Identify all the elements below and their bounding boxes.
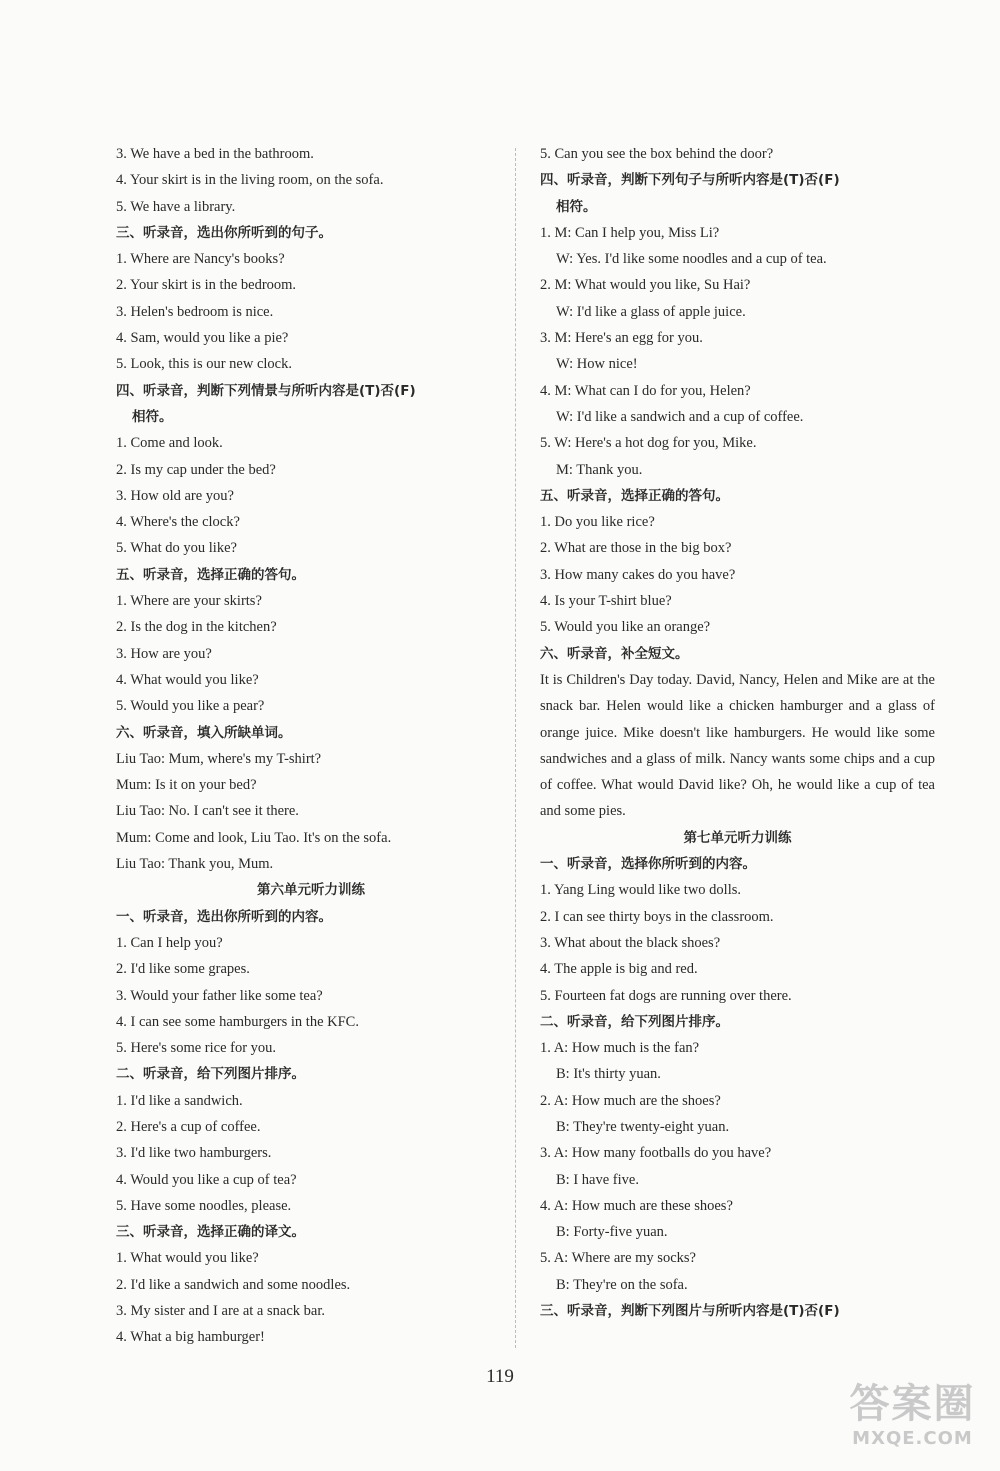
text-line: 4. What a big hamburger! [116, 1329, 265, 1346]
left-column [116, 141, 506, 1351]
exercise-heading: 六、听录音，填入所缺单词。 [116, 724, 292, 741]
text-line: 1. What would you like? [116, 1250, 259, 1267]
text-line: 3. What about the black shoes? [540, 934, 721, 951]
text-line: Liu Tao: Mum, where's my T-shirt? [116, 750, 322, 767]
text-line: 4. A: How much are these shoes? [540, 1197, 733, 1214]
text-line-indented: B: It's thirty yuan. [556, 1066, 661, 1083]
text-line: 2. I can see thirty boys in the classroom. [540, 908, 774, 925]
text-line: 1. Come and look. [116, 435, 223, 452]
text-line: 4. Where's the clock? [116, 514, 240, 531]
text-line-indented: B: They're on the sofa. [556, 1276, 688, 1293]
text-line-indented: M: Thank you. [556, 461, 643, 478]
exercise-heading: 一、听录音，选出你所听到的内容。 [116, 908, 332, 925]
text-line: 3. How many cakes do you have? [540, 566, 736, 583]
text-line: 2. I'd like some grapes. [116, 961, 250, 978]
text-line: 2. A: How much are the shoes? [540, 1092, 721, 1109]
unit-title: 第七单元听力训练 [683, 829, 792, 846]
text-line: 1. M: Can I help you, Miss Li? [540, 224, 720, 241]
text-line: 4. Would you like a cup of tea? [116, 1171, 297, 1188]
text-line: 2. I'd like a sandwich and some noodles. [116, 1276, 351, 1293]
exercise-heading-continued: 相符。 [132, 408, 173, 425]
text-line: 2. Here's a cup of coffee. [116, 1118, 261, 1135]
text-line: 2. Your skirt is in the bedroom. [116, 277, 297, 294]
exercise-heading: 五、听录音，选择正确的答句。 [116, 566, 305, 583]
text-line: 4. Sam, would you like a pie? [116, 330, 289, 347]
text-line: 5. A: Where are my socks? [540, 1250, 696, 1267]
passage-paragraph: It is Children's Day today. David, Nancy, Helen and Mike are at the snack bar. Helen would like a chicken hamburger and a glass of orange juice. Mike doesn't like hamburgers. He would like some sandwiches and a glass of milk. Nancy wants some chips and a cup of coffee. What would David like? Oh, he would like a cup of tea and some pies. [540, 671, 935, 820]
text-line: 1. Yang Ling would like two dolls. [540, 882, 741, 899]
text-line-indented: W: I'd like a sandwich and a cup of coffee. [556, 408, 804, 425]
text-line: 5. Can you see the box behind the door? [540, 146, 774, 162]
text-line: 1. Can I help you? [116, 934, 223, 951]
exercise-heading: 五、听录音，选择正确的答句。 [540, 487, 729, 504]
exercise-heading: 二、听录音，给下列图片排序。 [116, 1066, 305, 1083]
exercise-heading: 二、听录音，给下列图片排序。 [540, 1013, 729, 1030]
text-line: 5. Would you like an orange? [540, 619, 711, 636]
right-column [540, 141, 935, 1324]
text-line: 3. A: How many footballs do you have? [540, 1145, 772, 1162]
text-line: 1. Do you like rice? [540, 514, 655, 531]
exercise-heading: 六、听录音，补全短文。 [540, 645, 689, 662]
text-line: 3. We have a bed in the bathroom. [116, 146, 314, 162]
text-line: 2. M: What would you like, Su Hai? [540, 277, 751, 294]
exercise-heading: 三、听录音，选出你所听到的句子。 [116, 224, 332, 241]
text-line: 4. M: What can I do for you, Helen? [540, 382, 751, 399]
text-line: Liu Tao: No. I can't see it there. [116, 803, 299, 820]
exercise-heading: 一、听录音，选择你所听到的内容。 [540, 856, 756, 873]
text-line: 1. Where are your skirts? [116, 593, 262, 610]
text-line-indented: B: They're twenty-eight yuan. [556, 1118, 730, 1135]
text-line: 5. What do you like? [116, 540, 237, 557]
text-line: 1. I'd like a sandwich. [116, 1092, 243, 1109]
text-line: 2. What are those in the big box? [540, 540, 732, 557]
text-line: 4. Is your T-shirt blue? [540, 593, 672, 610]
page-number: 119 [486, 1366, 514, 1387]
text-line-indented: W: How nice! [556, 356, 638, 373]
text-line: 3. Helen's bedroom is nice. [116, 303, 274, 320]
unit-title: 第六单元听力训练 [257, 882, 365, 899]
text-line: 4. The apple is big and red. [540, 961, 698, 978]
text-line: 3. My sister and I are at a snack bar. [116, 1303, 325, 1320]
exercise-heading: 四、听录音，判断下列情景与所听内容是(T)否(F) [116, 382, 416, 399]
text-line: 5. Have some noodles, please. [116, 1197, 292, 1214]
watermark-logo: 答案圈 [849, 1381, 976, 1427]
text-line: 3. How are you? [116, 645, 212, 662]
text-line-indented: W: I'd like a glass of apple juice. [556, 303, 746, 320]
text-line: 3. Would your father like some tea? [116, 987, 323, 1004]
text-line: 5. Would you like a pear? [116, 698, 265, 715]
text-line: 1. A: How much is the fan? [540, 1040, 700, 1057]
text-line: 3. How old are you? [116, 487, 234, 504]
text-line: Liu Tao: Thank you, Mum. [116, 856, 274, 873]
text-line-indented: B: Forty-five yuan. [556, 1224, 668, 1241]
text-line: 5. Look, this is our new clock. [116, 356, 292, 373]
text-line: 5. Here's some rice for you. [116, 1040, 277, 1057]
text-line: Mum: Come and look, Liu Tao. It's on the sofa. [116, 829, 392, 846]
text-line: 5. Fourteen fat dogs are running over there. [540, 987, 792, 1004]
watermark [835, 1381, 990, 1461]
exercise-heading: 三、听录音，判断下列图片与所听内容是(T)否(F) [540, 1303, 840, 1320]
exercise-heading: 四、听录音，判断下列句子与所听内容是(T)否(F) [540, 172, 840, 189]
text-line: 5. W: Here's a hot dog for you, Mike. [540, 435, 757, 452]
text-line: Mum: Is it on your bed? [116, 777, 257, 794]
watermark-site: MXQE.COM [852, 1428, 973, 1449]
column-divider [515, 148, 516, 1348]
exercise-heading: 三、听录音，选择正确的译文。 [116, 1224, 305, 1241]
text-line-indented: W: Yes. I'd like some noodles and a cup of tea. [556, 251, 827, 268]
exercise-heading-continued: 相符。 [556, 198, 597, 215]
text-line: 3. I'd like two hamburgers. [116, 1145, 272, 1162]
text-line: 3. M: Here's an egg for you. [540, 330, 703, 347]
text-line: 2. Is my cap under the bed? [116, 461, 276, 478]
text-line: 2. Is the dog in the kitchen? [116, 619, 277, 636]
text-line: 4. Your skirt is in the living room, on the sofa. [116, 172, 384, 189]
text-line-indented: B: I have five. [556, 1171, 639, 1188]
text-line: 4. What would you like? [116, 671, 259, 688]
text-line: 5. We have a library. [116, 198, 236, 215]
text-line: 1. Where are Nancy's books? [116, 251, 285, 268]
text-line: 4. I can see some hamburgers in the KFC. [116, 1013, 359, 1030]
